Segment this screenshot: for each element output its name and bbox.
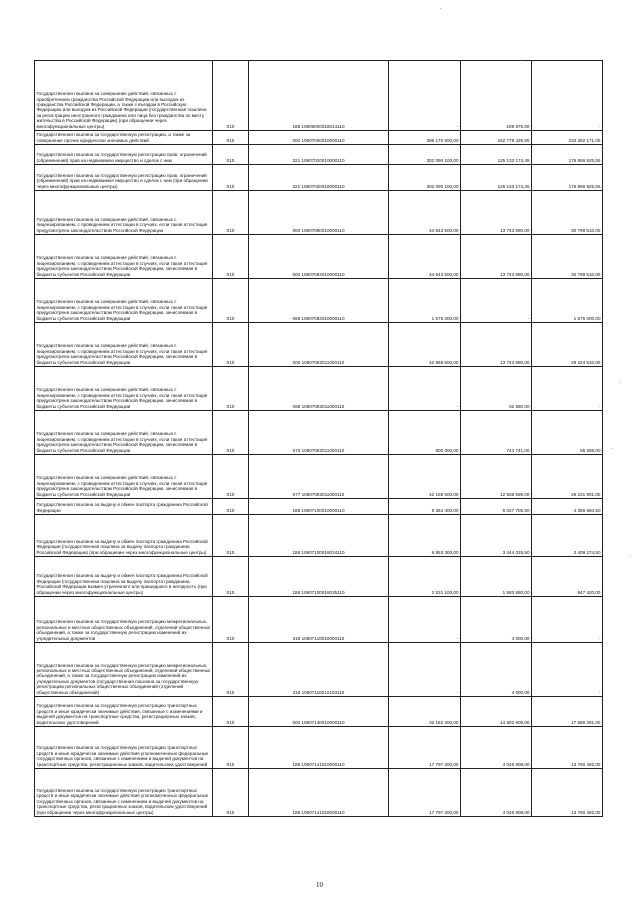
row-unexecuted-cell: 13 750 492,00 <box>532 727 603 769</box>
row-executed-cell: 13 743 990,00 <box>461 191 532 235</box>
revenue-table <box>34 60 603 817</box>
row-executed-cell: 125 133 174,45 <box>461 145 532 165</box>
row-kbk-cell: 321 10807020018000110 <box>249 165 389 191</box>
row-executed-cell: 1 583 680,00 <box>461 557 532 597</box>
row-unexecuted-cell: 13 750 492,00 <box>532 769 603 817</box>
row-executed-cell: 4 000,00 <box>461 643 532 697</box>
row-code-cell: 010 <box>213 727 249 769</box>
scan-speck <box>620 382 621 383</box>
table-row <box>35 499 603 515</box>
row-unexecuted-cell: - <box>532 643 603 697</box>
row-name-cell: Государственная пошлина за государственную регистрацию межрегиональных, региональных и местных общественных объединений, отделений общественных объединений, а также за государственную регистрацию изменений их учредительных документов <box>35 597 213 643</box>
scan-speck <box>440 8 441 9</box>
row-code-cell: 010 <box>213 697 249 727</box>
row-code-cell: 010 <box>213 279 249 323</box>
row-kbk-cell: 188 10807141010000110 <box>249 727 389 769</box>
table-row <box>35 455 603 499</box>
row-code-cell: 010 <box>213 769 249 817</box>
row-unexecuted-cell: 1 575 000,00 <box>532 279 603 323</box>
row-kbk-cell: 068 10807082011000110 <box>249 367 389 411</box>
row-approved-cell: 32 182 300,00 <box>389 697 461 727</box>
row-unexecuted-cell: 30 799 510,00 <box>532 191 603 235</box>
row-code-cell: 010 <box>213 411 249 455</box>
row-executed-cell: 5 027 705,50 <box>461 499 532 515</box>
scan-speck <box>612 448 613 449</box>
row-name-cell: Государственная пошлина за совершение действий, связанных с лицензированием, с проведением аттестации в случаях, если такая аттестация предусмотрена законодательством Российской Федерации, зачисляемая в бюджеты субъектов Российской Федерации <box>35 367 213 411</box>
row-kbk-cell: 074 10807082011000110 <box>249 411 389 455</box>
row-code-cell: 010 <box>213 61 249 131</box>
table-row <box>35 235 603 279</box>
row-approved-cell: 302 090 100,00 <box>389 145 461 165</box>
row-approved-cell: - <box>389 643 461 697</box>
row-code-cell: 010 <box>213 235 249 279</box>
row-code-cell: 010 <box>213 165 249 191</box>
row-name-cell: Государственная пошлина за совершение действий, связанных с лицензированием, с проведением аттестации в случаях, если такая аттестация предусмотрена законодательством Российской Федерации, зачисляемая в бюджеты субъектов Российской Федерации <box>35 455 213 499</box>
row-approved-cell: - <box>389 597 461 643</box>
row-code-cell: 010 <box>213 191 249 235</box>
row-unexecuted-cell: - <box>532 61 603 131</box>
row-executed-cell: - <box>461 279 532 323</box>
row-unexecuted-cell: - <box>532 597 603 643</box>
row-approved-cell: 17 797 300,00 <box>389 727 461 769</box>
row-unexecuted-cell: 29 224 510,00 <box>532 323 603 367</box>
row-name-cell: Государственная пошлина за государственную регистрацию, а также за совершение прочих юридически значимых действий <box>35 131 213 145</box>
row-kbk-cell: 000 10807080010000110 <box>249 191 389 235</box>
row-unexecuted-cell: 3 409 274,50 <box>532 515 603 557</box>
row-approved-cell: 6 853 300,00 <box>389 515 461 557</box>
row-executed-cell: 744 741,00 <box>461 411 532 455</box>
row-executed-cell: 125 133 174,45 <box>461 165 532 191</box>
row-executed-cell: 4 000,00 <box>461 597 532 643</box>
row-unexecuted-cell: 947 420,00 <box>532 557 603 597</box>
table-row <box>35 279 603 323</box>
row-name-cell: Государственная пошлина за государственную регистрацию прав, ограничений (обременений) прав на недвижимое имущество и сделок с ним (при обращении через многофункциональные центры) <box>35 165 213 191</box>
scan-speck <box>630 556 631 557</box>
row-unexecuted-cell: 30 799 510,00 <box>532 235 603 279</box>
row-kbk-cell: 000 10807140010000110 <box>249 697 389 727</box>
table-row <box>35 727 603 769</box>
row-name-cell: Государственная пошлина за совершение действий, связанных с приобретением гражданства Российской Федерации или выходом из гражданства Российской Федерации, а также с въездом в Российскую Федерацию или выездом из Российской Федерации (государственная пошлина за регистрацию иностранного гражданина или лица без гражданства по месту жительства в Российской Федерации) (при обращении через многофункциональные центры) <box>35 61 213 131</box>
row-approved-cell: 17 797 300,00 <box>389 769 461 817</box>
table-row <box>35 165 603 191</box>
row-approved-cell: - <box>389 367 461 411</box>
table-row <box>35 145 603 165</box>
row-name-cell: Государственная пошлина за выдачу и обмен паспорта гражданина Российской Федерации (государственная пошлина за выдачу паспорта гражданина Российской Федерации) (при обращении через многофункциональные центры) <box>35 515 213 557</box>
row-kbk-cell: 000 10807082011000110 <box>249 323 389 367</box>
table-row <box>35 61 603 131</box>
row-code-cell: 010 <box>213 145 249 165</box>
row-executed-cell: 62 650,00 <box>461 367 532 411</box>
row-kbk-cell: 321 10807020010000110 <box>249 145 389 165</box>
row-name-cell: Государственная пошлина за совершение действий, связанных с лицензированием, с проведением аттестации в случаях, если такая аттестация предусмотрена законодательством Российской Федерации, зачисляемая в бюджеты субъектов Российской Федерации <box>35 411 213 455</box>
row-kbk-cell: 077 10807082011000110 <box>249 455 389 499</box>
row-executed-cell: 162 778 428,95 <box>461 131 532 145</box>
row-kbk-cell: 000 10807000010000110 <box>249 131 389 145</box>
row-unexecuted-cell: 4 356 694,50 <box>532 499 603 515</box>
row-code-cell: 010 <box>213 131 249 145</box>
page-number: 10 <box>316 881 323 889</box>
row-kbk-cell: 068 10807082010000110 <box>249 279 389 323</box>
row-kbk-cell: 188 10807100018035110 <box>249 557 389 597</box>
table-row <box>35 515 603 557</box>
row-kbk-cell: 318 10807110010103110 <box>249 643 389 697</box>
row-unexecuted-cell: 176 956 925,55 <box>532 165 603 191</box>
revenue-table-body <box>35 61 603 817</box>
row-name-cell: Государственная пошлина за совершение действий, связанных с лицензированием, с проведением аттестации в случаях, если такая аттестация предусмотрена законодательством Российской Федерации, зачисляемая в бюджеты субъектов Российской Федерации <box>35 235 213 279</box>
row-name-cell: Государственная пошлина за государственную регистрацию транспортных средств и иные юридически значимые действия уполномоченных федеральных государственных органов, связанные с изменением и выдачей документов на транспортные средства, регистрационных знаков, водительских удостоверений <box>35 727 213 769</box>
row-executed-cell: 199 675,00 <box>461 61 532 131</box>
row-approved-cell: 44 543 500,00 <box>389 191 461 235</box>
row-kbk-cell: 188 10807100018034110 <box>249 515 389 557</box>
row-name-cell: Государственная пошлина за государственную регистрацию прав, ограничений (обременений) прав на недвижимое имущество и сделок с ним <box>35 145 213 165</box>
row-code-cell: 010 <box>213 557 249 597</box>
row-unexecuted-cell: - <box>532 367 603 411</box>
row-approved-cell: 44 543 500,00 <box>389 235 461 279</box>
row-code-cell: 010 <box>213 597 249 643</box>
row-kbk-cell: 188 10806000018014110 <box>249 61 389 131</box>
table-row <box>35 597 603 643</box>
scan-speck <box>521 60 522 61</box>
row-unexecuted-cell: 176 956 925,55 <box>532 145 603 165</box>
row-name-cell: Государственная пошлина за совершение действий, связанных с лицензированием, с проведением аттестации в случаях, если такая аттестация предусмотрена законодательством Российской Федерации <box>35 191 213 235</box>
table-row <box>35 769 603 817</box>
row-unexecuted-cell: 17 589 391,00 <box>532 697 603 727</box>
row-executed-cell: 4 046 808,00 <box>461 727 532 769</box>
row-approved-cell: 1 575 000,00 <box>389 279 461 323</box>
table-row <box>35 131 603 145</box>
row-executed-cell: 4 046 808,00 <box>461 769 532 817</box>
row-executed-cell: 3 444 025,50 <box>461 515 532 557</box>
table-row <box>35 367 603 411</box>
row-name-cell: Государственная пошлина за выдачу и обмен паспорта гражданина Российской Федерации (государственная пошлина за выдачу паспорта гражданина Российской Федерации взамен утраченного или пришедшего в негодность (при обращении через многофункциональные центры) <box>35 557 213 597</box>
table-row <box>35 557 603 597</box>
table-row <box>35 323 603 367</box>
row-name-cell: Государственная пошлина за совершение действий, связанных с лицензированием, с проведением аттестации в случаях, если такая аттестация предусмотрена законодательством Российской Федерации, зачисляемая в бюджеты субъектов Российской Федерации <box>35 279 213 323</box>
row-code-cell: 010 <box>213 323 249 367</box>
row-name-cell: Государственная пошлина за государственную регистрацию транспортных средств и иные юридически значимые действия, связанные с изменениями и выдачей документов на транспортные средства, регистрационных знаков, водительских удостоверений <box>35 697 213 727</box>
table-row <box>35 643 603 697</box>
row-approved-cell: 42 168 500,00 <box>389 455 461 499</box>
row-approved-cell: - <box>389 61 461 131</box>
row-approved-cell: 302 090 100,00 <box>389 165 461 191</box>
row-name-cell: Государственная пошлина за выдачу и обмен паспорта гражданина Российской Федерации <box>35 499 213 515</box>
row-unexecuted-cell: 29 231 901,00 <box>532 455 603 499</box>
row-executed-cell: 12 936 599,00 <box>461 455 532 499</box>
row-approved-cell: 9 384 400,00 <box>389 499 461 515</box>
row-code-cell: 010 <box>213 643 249 697</box>
row-approved-cell: 42 968 500,00 <box>389 323 461 367</box>
row-kbk-cell: 188 10807141018000110 <box>249 769 389 817</box>
row-code-cell: 010 <box>213 367 249 411</box>
row-kbk-cell: 000 10807082010000110 <box>249 235 389 279</box>
table-row <box>35 697 603 727</box>
row-executed-cell: 13 743 990,00 <box>461 323 532 367</box>
row-unexecuted-cell: 55 259,00 <box>532 411 603 455</box>
row-kbk-cell: 318 10807110010000110 <box>249 597 389 643</box>
row-approved-cell: 2 531 100,00 <box>389 557 461 597</box>
table-row <box>35 411 603 455</box>
row-code-cell: 010 <box>213 515 249 557</box>
row-unexecuted-cell: 233 392 171,05 <box>532 131 603 145</box>
row-code-cell: 010 <box>213 499 249 515</box>
row-kbk-cell: 188 10807100010000110 <box>249 499 389 515</box>
row-executed-cell: 14 592 909,00 <box>461 697 532 727</box>
row-approved-cell: 800 000,00 <box>389 411 461 455</box>
row-name-cell: Государственная пошлина за государственную регистрацию межрегиональных, региональных и местных общественных объединений, отделений общественных объединений, а также за государственную регистрацию изменений их учредительных документов (государственная пошлина за государственную регистрацию региональных общественных объединений (отделений общественных объединений) <box>35 643 213 697</box>
row-code-cell: 010 <box>213 455 249 499</box>
row-approved-cell: 396 170 600,00 <box>389 131 461 145</box>
row-executed-cell: 13 743 990,00 <box>461 235 532 279</box>
row-name-cell: Государственная пошлина за совершение действий, связанных с лицензированием, с проведением аттестации в случаях, если такая аттестация предусмотрена законодательством Российской Федерации, зачисляемая в бюджеты субъектов Российской Федерации <box>35 323 213 367</box>
row-name-cell: Государственная пошлина за государственную регистрацию транспортных средств и иные юридически значимые действия уполномоченных федеральных государственных органов, связанные с изменением и выдачей документов на транспортные средства, регистрационных знаков, водительских удостоверений (при обращении через многофункциональные центры) <box>35 769 213 817</box>
table-row <box>35 191 603 235</box>
